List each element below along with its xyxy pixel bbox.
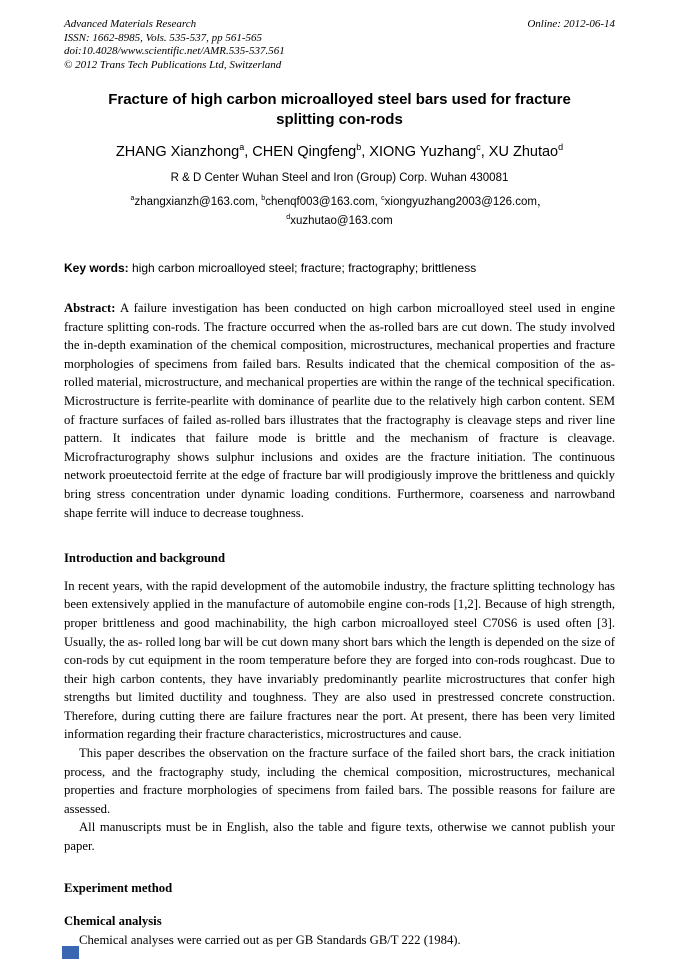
author-name: ZHANG Xianzhong (115, 144, 240, 160)
online-date: Online: 2012-06-14 (527, 18, 615, 30)
introduction-paragraph-1: In recent years, with the rapid development of the automobile industry, the fracture splitting technology has been extensively applied in the manufacture of automobile engine con-rods [1,2]. Because of high strength, proper brittleness and good machinability, the high carbon microalloyed steel C70S6 is used often [3]. Usually, the as- rolled long bar will be cut down many short bars which the length is depended on the size of con-rods by cut equipment in the room temperature before they are forged into con-rods roughcast. Due to their high carbon contents, they have invariably predominantly pearlite microstructures that confer high strengths but limited ductility and toughness. They are also used in prestressed concrete construction. Therefore, during cutting there are failure fractures near the port. At present, there has been very limited information regarding their fracture characteristics, microstructures and cause. (64, 578, 615, 742)
journal-header-left (64, 18, 285, 72)
authors-line (64, 143, 615, 162)
section-heading-introduction: Introduction and background (64, 551, 226, 566)
abstract-label: Abstract: (64, 301, 116, 315)
email-address: zhangxianzh@163.com, (134, 196, 262, 208)
author-affil-mark: d (558, 142, 564, 153)
email-affil-mark: c (381, 194, 385, 203)
doi-line: doi:10.4028/www.scientific.net/AMR.535-537.561 (64, 45, 285, 57)
footer-mark (62, 946, 79, 959)
abstract-text: A failure investigation has been conducted on high carbon microalloyed steel used in engine fracture splitting con-rods. The fracture occurred when the as-rolled bars are cut down. The study involved the in-depth examination of the chemical composition, microstructures, mechanical properties and fracture morphologies of specimens from failed bars. Results indicated that the chemical composition of the as-rolled material, microstructure, and mechanical properties are within the range of the technical specification. Microstructure is ferrite-pearlite with dominance of pearlite due to the relatively high carbon content. SEM of fracture surfaces of failed as-rolled bars illustrates that the fractography is cleavage steps and river line pattern. It indicates that failure mode is brittle and the mechanism of fracture is cleavage. Microfracturography shows sulphur inclusions and oxides are the fracture initiation. The continuous network proeutectoid ferrite at the edge of fracture bar will prodigiously improve the brittleness and quickly bring stress concentration under dynamic loading conditions. Furthermore, coarseness and narrowband shape ferrite will induce to decrease toughness. (64, 301, 615, 520)
introduction-paragraph-2: This paper describes the observation on the fracture surface of the failed short bars, the crack initiation process, and the fractography study, including the chemical composition, microstructures, mechanical properties and fracture morphologies of specimens from failed bars. The possible reasons for failure are assessed. (64, 746, 615, 816)
affiliation-line: R & D Center Wuhan Steel and Iron (Group) Corp. Wuhan 430081 (170, 172, 509, 184)
author-affil-mark: a (239, 142, 245, 153)
copyright-line: © 2012 Trans Tech Publications Ltd, Switzerland (64, 58, 282, 71)
keywords-text: high carbon microalloyed steel; fracture; fractography; brittleness (128, 261, 477, 275)
emails-line-2 (64, 212, 615, 231)
section-heading-chemical: Chemical analysis (64, 914, 162, 929)
paper-title: Fracture of high carbon microalloyed steel bars used for fracture splitting con-rods (108, 91, 571, 128)
author-affil-mark: c (476, 142, 481, 153)
chemical-paragraph-1: Chemical analyses were carried out as per GB Standards GB/T 222 (1984). (79, 932, 461, 947)
author-name: , XU Zhutao (480, 144, 559, 160)
email-address: chenqf003@163.com, (265, 196, 382, 208)
journal-header (64, 18, 615, 72)
introduction-paragraph-3: All manuscripts must be in English, also the table and figure texts, otherwise we cannot publish your paper. (64, 820, 615, 854)
email-affil-mark: b (261, 194, 266, 203)
email-affil-mark: d (286, 213, 291, 222)
email-address: xuzhutao@163.com (290, 215, 393, 227)
email-affil-mark: a (130, 194, 135, 203)
abstract-paragraph (64, 299, 615, 522)
emails-line-1 (64, 193, 615, 212)
emails-block (64, 193, 615, 231)
keywords-line (64, 260, 615, 276)
email-address: xiongyuzhang2003@126.com， (384, 196, 549, 208)
author-affil-mark: b (356, 142, 362, 153)
issn-line: ISSN: 1662-8985, Vols. 535-537, pp 561-565 (64, 31, 262, 44)
journal-name: Advanced Materials Research (64, 18, 197, 30)
section-heading-experiment: Experiment method (64, 880, 173, 895)
author-name: , XIONG Yuzhang (361, 144, 477, 160)
keywords-label: Key words: (64, 261, 129, 275)
author-name: , CHEN Qingfeng (244, 144, 357, 160)
